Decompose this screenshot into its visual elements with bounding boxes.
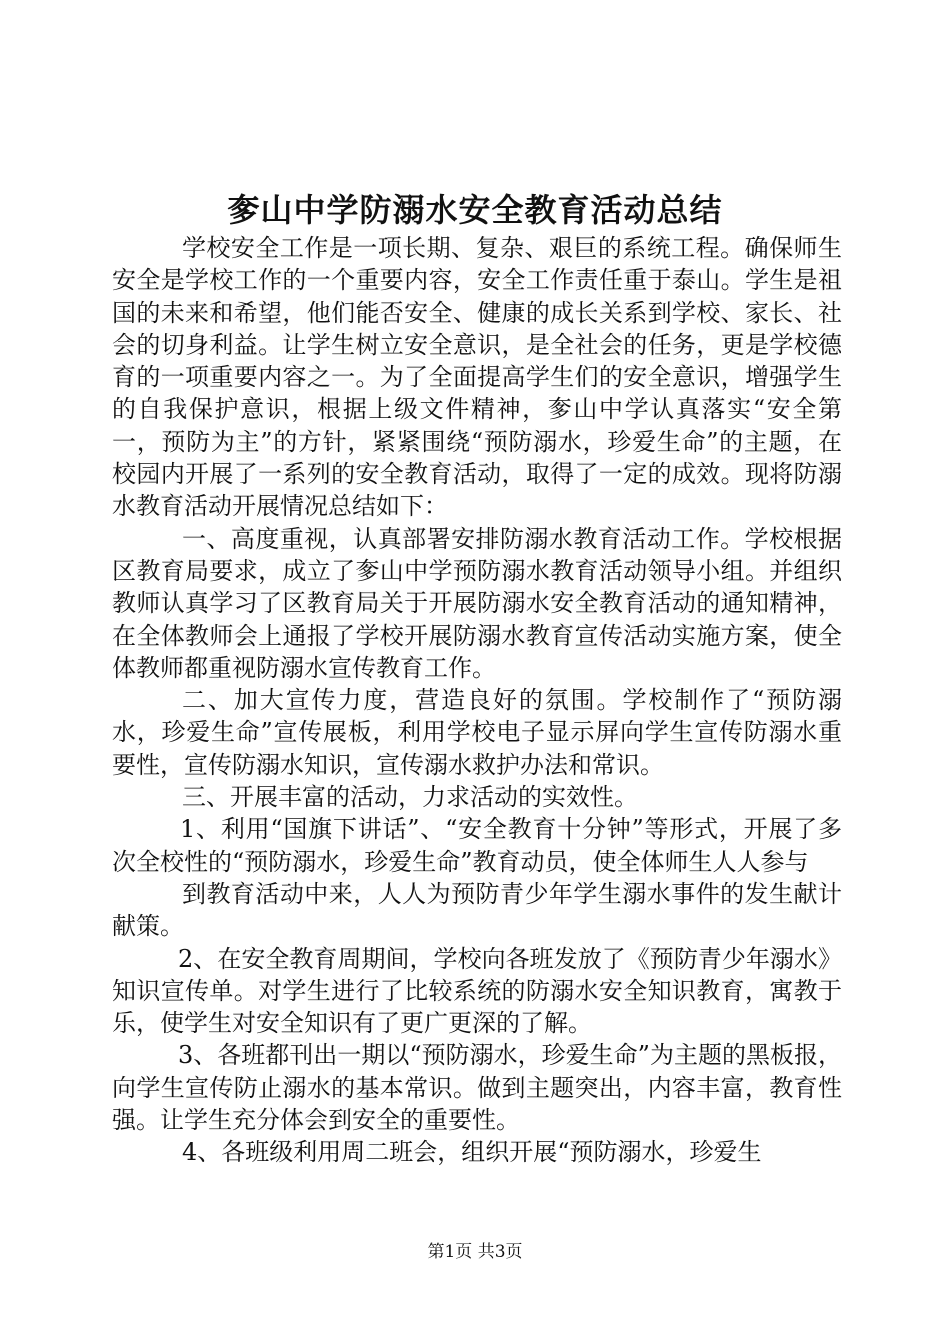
document-title: 奓山中学防溺水安全教育活动总结 — [227, 191, 723, 229]
paragraph-section-2: 二、加大宣传力度，营造良好的氛围。学校制作了“预防溺水，珍爱生命”宣传展板，利用学校电子显示屏向学生宣传防溺水重要性，宣传防溺水知识，宣传溺水救护办法和常识。 — [112, 686, 842, 779]
page-number-footer: 第1页 共3页 — [427, 1242, 523, 1262]
paragraph-section-1: 一、高度重视，认真部署安排防溺水教育活动工作。学校根据区教育局要求，成立了奓山中学预防溺水教育活动领导小组。并组织教师认真学习了区教育局关于开展防溺水安全教育活动的通知精神，在全体教师会上通报了学校开展防溺水教育宣传活动实施方案，使全体教师都重视防溺水宣传教育工作。 — [112, 524, 842, 682]
paragraph-item-3: 3、各班都刊出一期以“预防溺水，珍爱生命”为主题的黑板报，向学生宣传防止溺水的基本常识。做到主题突出，内容丰富，教育性强。让学生充分体会到安全的重要性。 — [112, 1041, 842, 1135]
paragraph-item-1: 1、利用“国旗下讲话”、“安全教育十分钟”等形式，开展了多次全校性的“预防溺水，珍爱生命”教育动员，使全体师生人人参与 — [112, 815, 842, 876]
paragraph-section-3: 三、开展丰富的活动，力求活动的实效性。 — [182, 783, 638, 812]
paragraph-intro: 学校安全工作是一项长期、复杂、艰巨的系统工程。确保师生安全是学校工作的一个重要内容，安全工作责任重于泰山。学生是祖国的未来和希望，他们能否安全、健康的成长关系到学校、家长、社会的切身利益。让学生树立安全意识，是全社会的任务，更是学校德育的一项重要内容之一。为了全面提高学生们的安全意识，增强学生的自我保护意识，根据上级文件精神，奓山中学认真落实“安全第一，预防为主”的方针，紧紧围绕“预防溺水，珍爱生命”的主题，在校园内开展了一系列的安全教育活动，取得了一定的成效。现将防溺水教育活动开展情况总结如下： — [112, 234, 842, 521]
paragraph-item-2: 2、在安全教育周期间，学校向各班发放了《预防青少年溺水》知识宣传单。对学生进行了比较系统的防溺水安全知识教育，寓教于乐，使学生对安全知识有了更广更深的了解。 — [112, 944, 842, 1038]
document-body — [112, 232, 842, 1169]
paragraph-item-4: 4、各班级利用周二班会，组织开展“预防溺水，珍爱生 — [182, 1138, 762, 1167]
paragraph-item-1-continued: 到教育活动中来，人人为预防青少年学生溺水事件的发生献计献策。 — [112, 879, 842, 941]
